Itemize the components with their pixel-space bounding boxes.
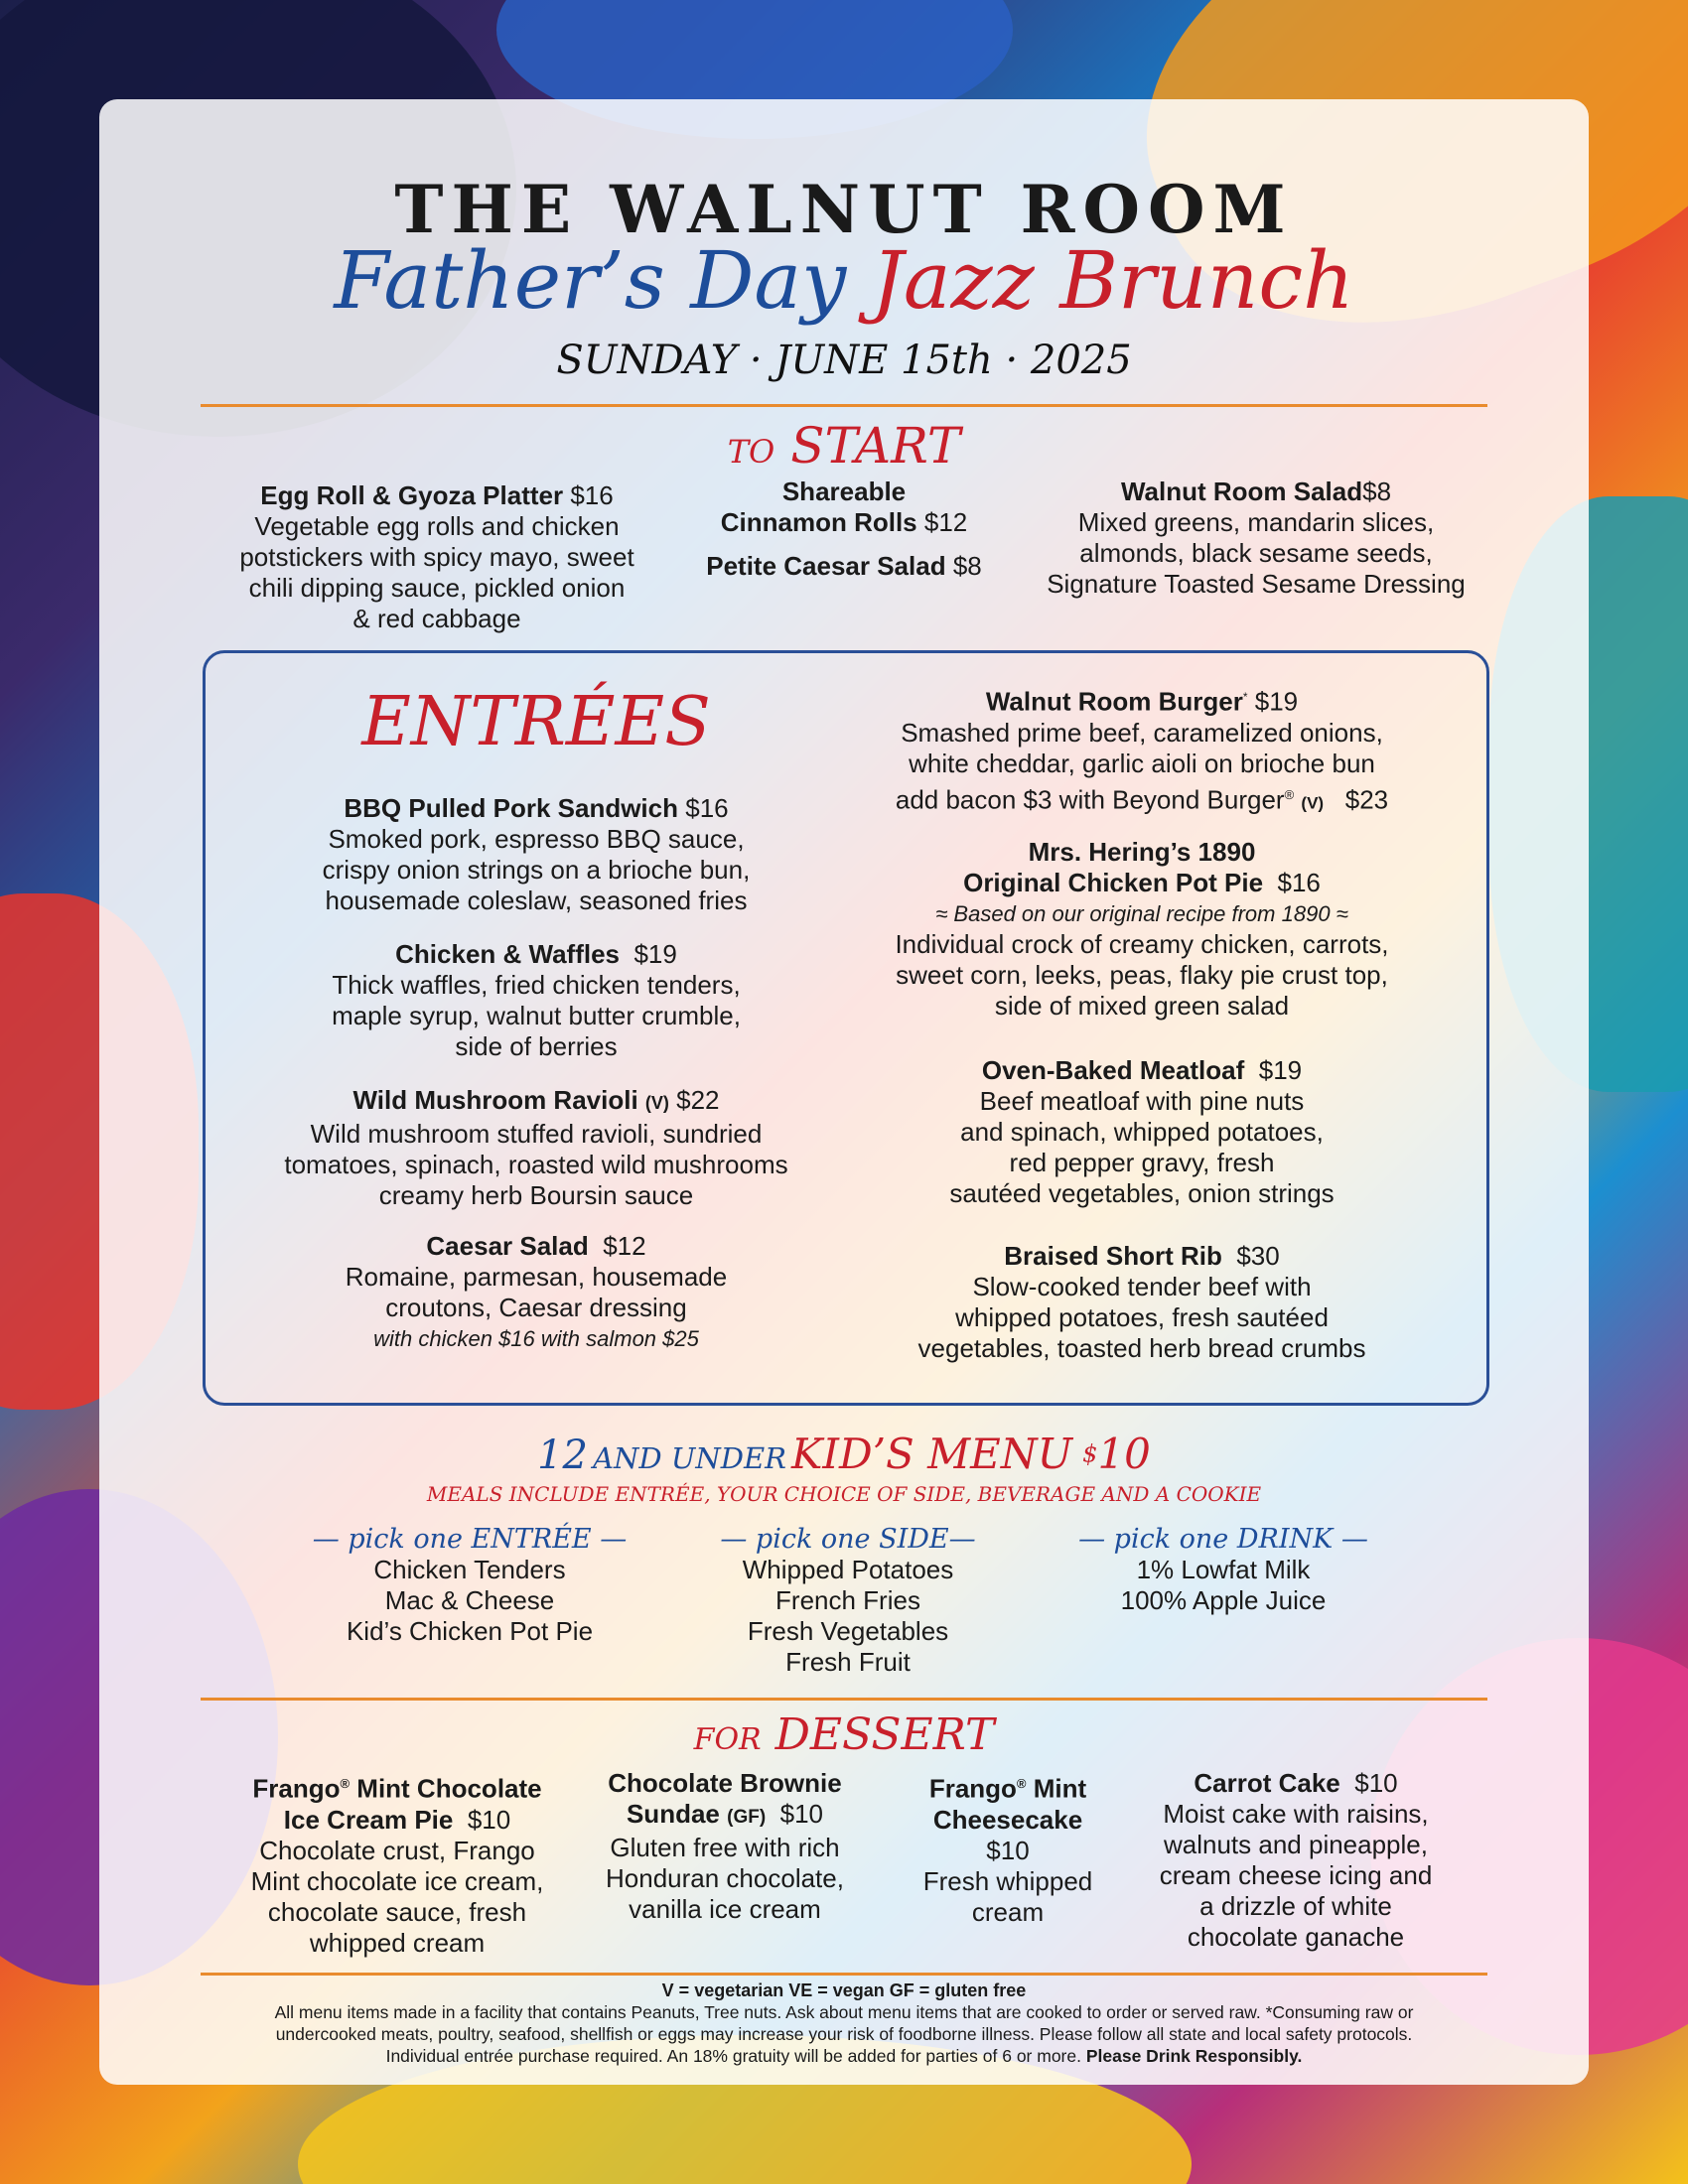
- dessert-carrot-cake: Carrot Cake $10 Moist cake with raisins, walnuts and pineapple, cream cheese icing and a drizzle of white chocolate ganache: [1159, 1768, 1433, 1952]
- dietary-legend: V = vegetarian VE = vegan GF = gluten free: [661, 1980, 1027, 2000]
- title-fathers-day: Father’s Day: [334, 234, 847, 327]
- kids-column-drink: — pick one DRINK — 1% Lowfat Milk 100% Apple Juice: [1078, 1524, 1368, 1615]
- entree-short-rib: Braised Short Rib $30 Slow-cooked tender beef with whipped potatoes, fresh sautéed vegetables, toasted herb bread crumbs: [917, 1241, 1366, 1363]
- allergy-note-2: undercooked meats, poultry, seafood, shellfish or eggs may increase your risk of foodborne illness. Please follow all state and local safety protocols.: [275, 2024, 1413, 2044]
- kids-menu-subtitle: MEALS INCLUDE ENTRÉE, YOUR CHOICE OF SIDE, BEVERAGE AND A COOKIE: [426, 1482, 1262, 1506]
- title-jazz-brunch: Jazz Brunch: [871, 234, 1354, 327]
- entree-meatloaf: Oven-Baked Meatloaf $19 Beef meatloaf with pine nuts and spinach, whipped potatoes, red pepper gravy, fresh sautéed vegetables, onion strings: [949, 1055, 1335, 1208]
- kids-column-side: — pick one SIDE— Whipped Potatoes French Fries Fresh Vegetables Fresh Fruit: [720, 1524, 976, 1677]
- dessert-frango-cheesecake: Frango® Mint Cheesecake $10 Fresh whipped cream: [922, 1773, 1093, 1927]
- kids-menu-heading: 12 AND UNDER KID’S MENU $10: [537, 1430, 1151, 1478]
- entree-bbq-pork: BBQ Pulled Pork Sandwich $16 Smoked pork, espresso BBQ sauce, crispy onion strings on a brioche bun, housemade coleslaw, seasoned fries: [322, 793, 751, 915]
- entree-chicken-waffles: Chicken & Waffles $19 Thick waffles, fried chicken tenders, maple syrup, walnut butter crumble, side of berries: [332, 939, 741, 1061]
- entrees-heading: ENTRÉES: [361, 683, 711, 761]
- entree-mushroom-ravioli: Wild Mushroom Ravioli (V) $22 Wild mushroom stuffed ravioli, sundried tomatoes, spinach, roasted wild mushrooms creamy herb Boursin sauce: [284, 1085, 788, 1210]
- entree-chicken-pot-pie: Mrs. Hering’s 1890 Original Chicken Pot Pie $16 ≈ Based on our original recipe from 1890 ≈ Individual crock of creamy chicken, carrots, sweet corn, leeks, peas, flaky pie crust top, side of mixed green salad: [895, 837, 1389, 1021]
- allergy-note-1: All menu items made in a facility that contains Peanuts, Tree nuts. Ask about menu items that are cooked to order or served raw. *Consuming raw or: [274, 2002, 1414, 2022]
- starter-egg-roll: Egg Roll & Gyoza Platter $16 Vegetable egg rolls and chicken potstickers with spicy mayo, sweet chili dipping sauce, pickled onion & red cabbage: [239, 480, 634, 633]
- divider-top: [201, 404, 1487, 407]
- event-date: SUNDAY · JUNE 15th · 2025: [556, 338, 1132, 383]
- divider-dessert: [201, 1698, 1487, 1701]
- to-start-heading: TO START: [727, 417, 961, 475]
- page-title: [0, 234, 1688, 327]
- entree-walnut-burger: Walnut Room Burger* $19 Smashed prime beef, caramelized onions, white cheddar, garlic aioli on brioche bun add bacon $3 with Beyond Burger® (V) $23: [895, 686, 1389, 815]
- dessert-frango-pie: Frango® Mint Chocolate Ice Cream Pie $10 Chocolate crust, Frango Mint chocolate ice cream, chocolate sauce, fresh whipped cream: [250, 1773, 544, 1958]
- dessert-heading: FOR DESSERT: [693, 1709, 995, 1760]
- entree-caesar-salad: Caesar Salad $12 Romaine, parmesan, housemade croutons, Caesar dressing with chicken $16 with salmon $25: [345, 1231, 728, 1351]
- footer-notes: [169, 1979, 1519, 2067]
- dessert-brownie-sundae: Chocolate Brownie Sundae (GF) $10 Gluten free with rich Honduran chocolate, vanilla ice cream: [606, 1768, 844, 1924]
- gratuity-note: Individual entrée purchase required. An 18% gratuity will be added for parties of 6 or more. Please Drink Responsibly.: [385, 2046, 1303, 2066]
- starter-walnut-salad: Walnut Room Salad$8 Mixed greens, mandarin slices, almonds, black sesame seeds, Signature Toasted Sesame Dressing: [1047, 477, 1466, 599]
- divider-footer: [201, 1973, 1487, 1976]
- kids-column-entree: — pick one ENTRÉE — Chicken Tenders Mac & Cheese Kid’s Chicken Pot Pie: [312, 1524, 628, 1646]
- starter-cinnamon-rolls: Shareable Cinnamon Rolls $12: [720, 477, 968, 537]
- brand-title: THE WALNUT ROOM: [394, 171, 1294, 248]
- starter-petite-caesar: Petite Caesar Salad $8: [706, 551, 982, 581]
